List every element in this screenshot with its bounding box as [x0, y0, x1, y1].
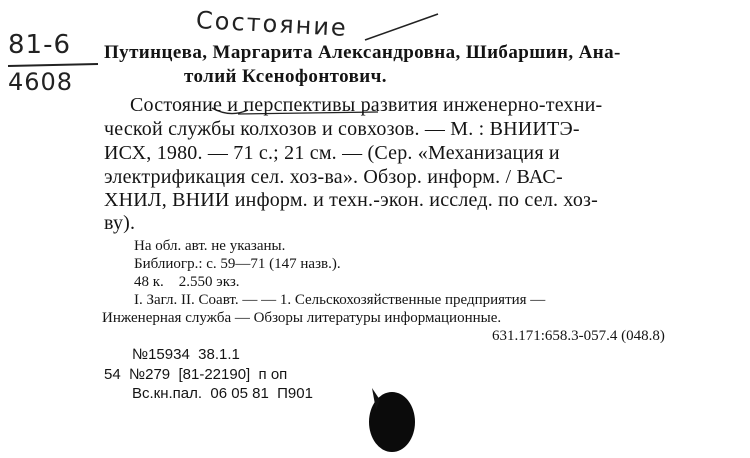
tech-line: №15934 38.1.1	[132, 346, 240, 363]
handwritten-heading: Состояние	[195, 6, 349, 42]
tech-line: Вс.кн.пал. 06 05 81 П901	[132, 385, 313, 402]
note-line: На обл. авт. не указаны.	[134, 238, 286, 254]
title-line: ИСХ, 1980. — 71 с.; 21 см. — (Сер. «Механизация и	[104, 142, 560, 164]
tracing-line-1: I. Загл. II. Соавт. — — 1. Сельскохозяйственные предприятия —	[134, 292, 546, 308]
title-line: ческой службы колхозов и совхозов. — М. : ВНИИТЭ-	[104, 118, 580, 140]
handwritten-call-number-bottom: 4608	[8, 68, 74, 96]
handwritten-call-number-top: 81-6	[8, 30, 72, 60]
udc-number: 631.171:658.3-057.4 (048.8)	[492, 328, 665, 344]
title-line: ХНИЛ, ВНИИ информ. и техн.-экон. исслед. по сел. хоз-	[104, 189, 598, 211]
title-line: Состояние и перспективы развития инженерно-техни-	[130, 94, 603, 116]
author-line-2: толий Ксенофонтович.	[184, 66, 387, 87]
tech-line: 54 №279 [81-22190] п оп	[104, 366, 288, 383]
pen-stroke-under-heading	[365, 14, 438, 40]
author-line-1: Путинцева, Маргарита Александровна, Шибаршин, Ана-	[104, 42, 621, 63]
note-line: Библиогр.: с. 59—71 (147 назв.).	[134, 256, 341, 272]
note-line: 48 к. 2.550 экз.	[134, 274, 240, 290]
title-line: электрификация сел. хоз-ва». Обзор. информ. / ВАС-	[104, 166, 563, 188]
call-number-divider	[8, 64, 98, 66]
tracing-line-2: Инженерная служба — Обзоры литературы информационные.	[102, 310, 502, 326]
title-line: ву).	[104, 212, 136, 234]
